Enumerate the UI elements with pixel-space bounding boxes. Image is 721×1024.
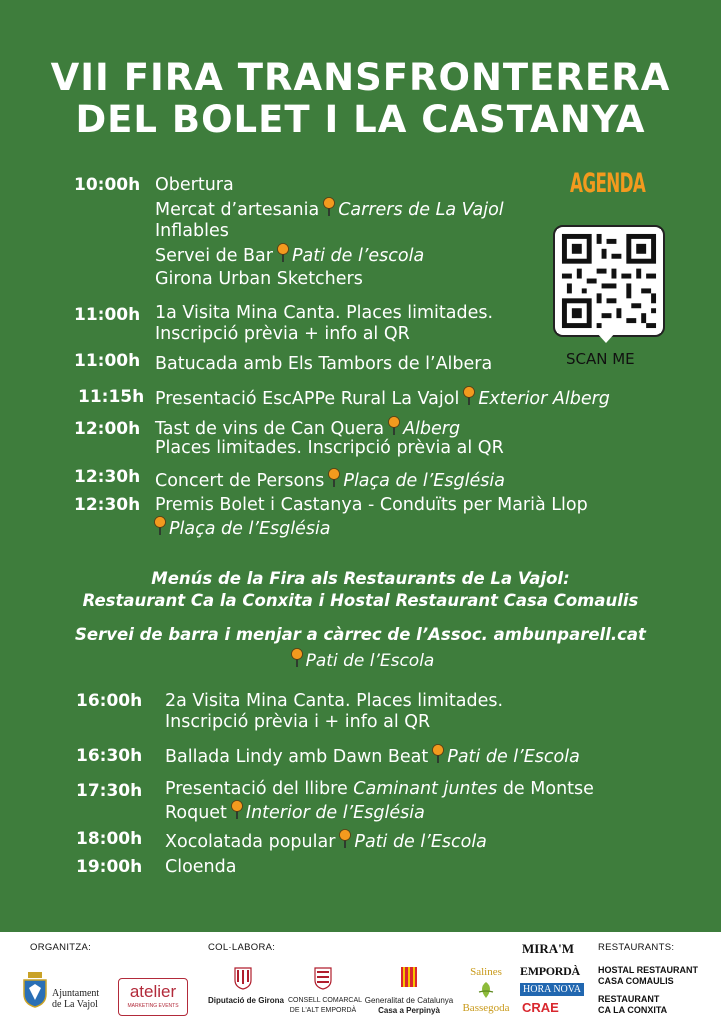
scan-me-label: SCAN ME xyxy=(566,350,635,368)
generalitat-icon xyxy=(400,966,418,988)
time-label: 18:00h xyxy=(76,829,143,849)
time-label: 11:00h xyxy=(74,305,141,325)
time-label: 16:30h xyxy=(76,746,143,766)
diputacio-shield-icon xyxy=(234,966,252,990)
event-line: 2a Visita Mina Canta. Places limitades. xyxy=(165,691,504,711)
event-line: Places limitades. Inscripció prèvia al QR xyxy=(155,438,504,458)
ajuntament-shield-icon xyxy=(22,972,48,1008)
qr-code[interactable] xyxy=(553,225,665,337)
salines-name-1: Salines xyxy=(470,966,502,978)
location-pin-icon xyxy=(322,197,336,217)
event-line: Inscripció prèvia i + info al QR xyxy=(165,712,431,732)
qr-pattern-icon xyxy=(557,229,661,333)
generalitat-name: Generalitat de Catalunya Casa a Perpinyà xyxy=(364,996,454,1015)
event-line: Inscripció prèvia + info al QR xyxy=(155,324,410,344)
location-pin-icon xyxy=(387,416,401,436)
event-line: Girona Urban Sketchers xyxy=(155,269,363,289)
event-line: Concert de Persons Plaça de l’Església xyxy=(155,468,505,493)
menus-line-2: Restaurant Ca la Conxita i Hostal Restaurant Casa Comaulis xyxy=(82,591,639,610)
location-pin-icon xyxy=(431,744,445,764)
location-pin-icon xyxy=(230,800,244,820)
time-label: 11:00h xyxy=(74,351,141,371)
event-line: Cloenda xyxy=(165,857,237,877)
title-line-1: VII FIRA TRANSFRONTERERA xyxy=(50,56,671,99)
organitza-label: ORGANITZA: xyxy=(30,942,92,953)
menus-line-1: Menús de la Fira als Restaurants de La Vajol: xyxy=(151,569,570,588)
time-label: 12:30h xyxy=(74,495,141,515)
emporda-logo: EMPORDÀ xyxy=(520,964,580,978)
salines-leaf-icon xyxy=(476,980,496,1000)
restaurants-label: RESTAURANTS: xyxy=(598,942,675,953)
location-pin-icon xyxy=(338,829,352,849)
ajuntament-name: Ajuntament de La Vajol xyxy=(52,988,100,1010)
event-line: Tast de vins de Can Quera Alberg xyxy=(155,416,460,441)
qr-speech-tail xyxy=(596,332,616,343)
location-pin-icon xyxy=(153,516,167,536)
location-pin-icon xyxy=(290,648,304,668)
restaurant-2: RESTAURANT CA LA CONXITA xyxy=(598,994,668,1015)
event-line: Servei de Bar Pati de l’escola xyxy=(155,243,424,268)
event-line: Xocolatada popular Pati de l’Escola xyxy=(165,829,487,854)
salines-name-2: Bassegoda xyxy=(462,1002,510,1014)
collabora-label: COL·LABORA: xyxy=(208,942,276,953)
crae-logo: CRAE xyxy=(522,1000,559,1015)
hora-nova-logo: HORA NOVA xyxy=(520,983,584,996)
time-label: 12:30h xyxy=(74,467,141,487)
time-label: 11:15h xyxy=(78,387,145,407)
location-pin-icon xyxy=(462,386,476,406)
atelier-logo: atelier MARKETING EVENTS xyxy=(118,978,188,1016)
restaurant-1: HOSTAL RESTAURANT CASA COMAULIS xyxy=(598,965,698,986)
time-label: 10:00h xyxy=(74,175,141,195)
event-line: Presentació EscAPPe Rural La Vajol Exterior Alberg xyxy=(155,386,610,411)
time-label: 19:00h xyxy=(76,857,143,877)
event-line: Obertura xyxy=(155,175,234,195)
menus-line-4: Pati de l’Escola xyxy=(0,648,721,672)
event-line: Roquet Interior de l’Església xyxy=(165,800,425,825)
event-line: Premis Bolet i Castanya - Conduïts per Marià Llop xyxy=(155,495,588,515)
event-line: Inflables xyxy=(155,221,229,241)
event-line: Plaça de l’Església xyxy=(150,516,331,541)
time-label: 16:00h xyxy=(76,691,143,711)
event-line: Presentació del llibre Caminant juntes de Montse xyxy=(165,779,594,799)
location-pin-icon xyxy=(327,468,341,488)
event-line: Mercat d’artesania Carrers de La Vajol xyxy=(155,197,504,222)
agenda-label: AGENDA xyxy=(570,168,646,199)
consell-shield-icon xyxy=(314,966,332,990)
consell-name: CONSELL COMARCAL DE L'ALT EMPORDÀ xyxy=(288,997,363,1014)
time-label: 17:30h xyxy=(76,781,143,801)
event-line: Ballada Lindy amb Dawn Beat Pati de l’Escola xyxy=(165,744,580,769)
event-line: Batucada amb Els Tambors de l’Albera xyxy=(155,354,493,374)
menus-line-3: Servei de barra i menjar a càrrec de l’Assoc. ambunparell.cat xyxy=(75,625,646,644)
location-pin-icon xyxy=(276,243,290,263)
event-line: 1a Visita Mina Canta. Places limitades. xyxy=(155,303,494,323)
miram-logo: MIRA'M xyxy=(522,941,574,956)
title-line-2: DEL BOLET I LA CASTANYA xyxy=(75,98,646,141)
diputacio-name: Diputació de Girona xyxy=(208,996,285,1005)
time-label: 12:00h xyxy=(74,419,141,439)
